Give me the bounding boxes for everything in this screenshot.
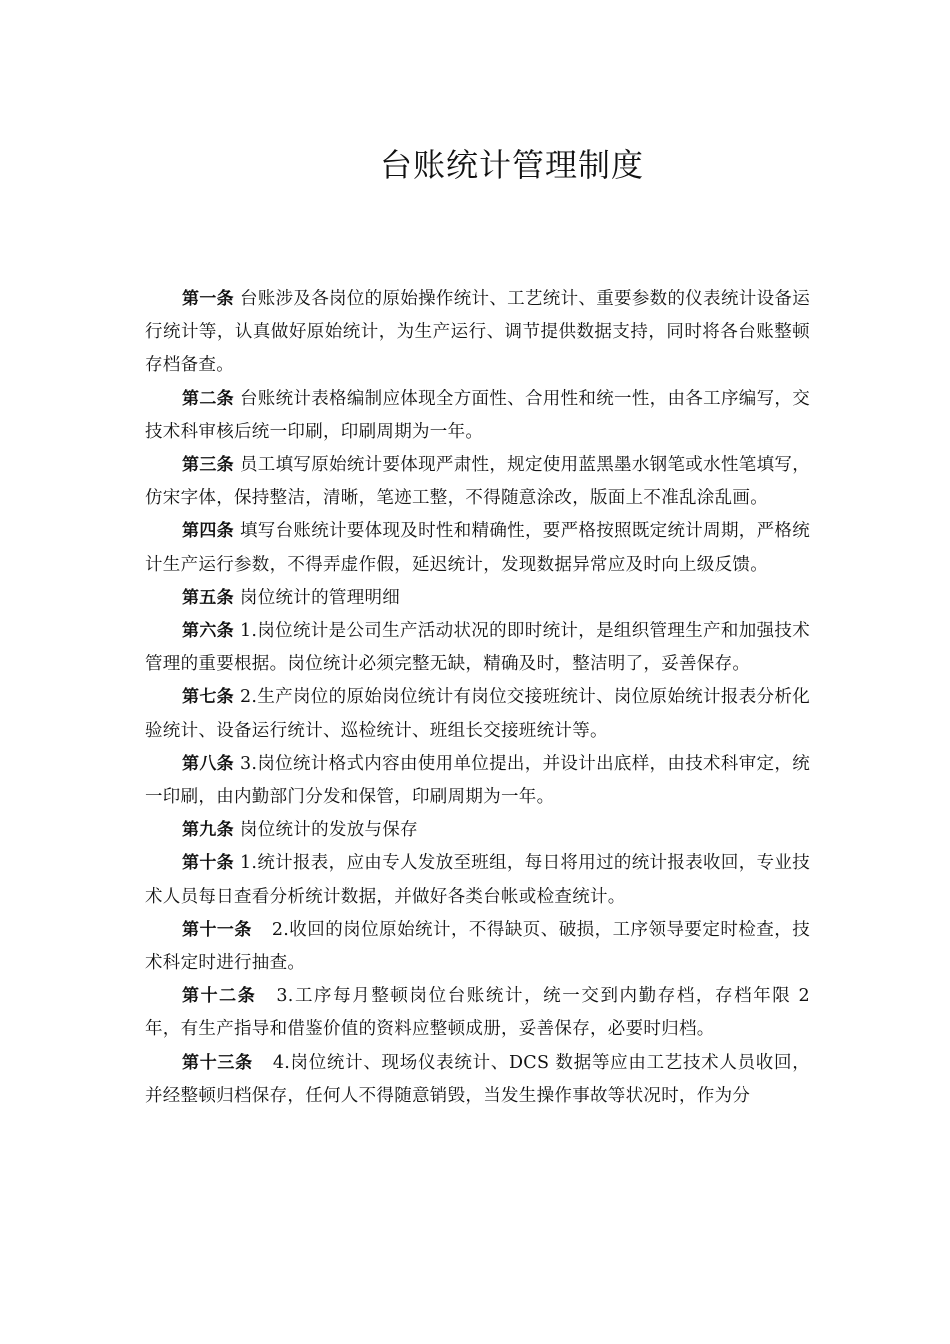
article-3: [145, 449, 810, 515]
article-text: 4.岗位统计、现场仪表统计、DCS 数据等应由工艺技术人员收回，并经整顿归档保存，任何人不得随意销毁，当发生操作事故等状况时，作为分: [145, 1052, 810, 1106]
article-1: [145, 283, 810, 383]
article-12: [145, 980, 810, 1046]
article-label: 第四条: [182, 521, 234, 542]
article-label: 第九条: [182, 820, 234, 841]
article-label: 第五条: [182, 587, 234, 608]
article-5: [145, 582, 810, 615]
article-text: 台账统计表格编制应体现全方面性、合用性和统一性，由各工序编写，交技术科审核后统一印刷，印刷周期为一年。: [145, 388, 810, 442]
article-text: 1.岗位统计是公司生产活动状况的即时统计，是组织管理生产和加强技术管理的重要根据。岗位统计必须完整无缺，精确及时，整洁明了，妥善保存。: [145, 621, 810, 675]
article-text: 1.统计报表，应由专人发放至班组，每日将用过的统计报表收回，专业技术人员每日查看分析统计数据，并做好各类台帐或检查统计。: [145, 853, 810, 907]
article-8: [145, 748, 810, 814]
article-text: 2.生产岗位的原始岗位统计有岗位交接班统计、岗位原始统计报表分析化验统计、设备运行统计、巡检统计、班组长交接班统计等。: [145, 687, 810, 741]
article-label: 第七条: [182, 687, 234, 708]
article-text: 岗位统计的发放与保存: [239, 820, 418, 841]
document-title: 台账统计管理制度: [379, 146, 644, 184]
article-2: [145, 383, 810, 449]
article-text: 填写台账统计要体现及时性和精确性，要严格按照既定统计周期，严格统计生产运行参数，不得弄虚作假，延迟统计，发现数据异常应及时向上级反馈。: [145, 521, 810, 575]
article-text: 岗位统计的管理明细: [239, 587, 401, 608]
article-label: 第八条: [182, 753, 234, 774]
article-11: [145, 914, 810, 980]
article-4: [145, 515, 810, 581]
article-label: 第十二条: [182, 986, 257, 1007]
document-body: [145, 283, 810, 1113]
article-label: 第十一条: [182, 919, 252, 940]
article-label: 第一条: [182, 289, 234, 309]
article-10: [145, 847, 810, 913]
article-text: 3.岗位统计格式内容由使用单位提出，并设计出底样，由技术科审定，统一印刷，由内勤部门分发和保管，印刷周期为一年。: [145, 753, 810, 808]
article-text: 台账涉及各岗位的原始操作统计、工艺统计、重要参数的仪表统计设备运行统计等，认真做好原始统计，为生产运行、调节提供数据支持，同时将各台账整顿存档备查。: [145, 289, 810, 376]
article-13: [145, 1047, 810, 1113]
article-label: 第三条: [182, 455, 234, 476]
article-7: [145, 681, 810, 747]
article-label: 第二条: [182, 388, 234, 409]
article-label: 第六条: [182, 621, 234, 642]
article-text: 员工填写原始统计要体现严肃性，规定使用蓝黑墨水钢笔或水性笔填写，仿宋字体，保持整洁，清晰，笔迹工整，不得随意涂改，版面上不准乱涂乱画。: [145, 455, 810, 509]
article-label: 第十三条: [182, 1052, 253, 1073]
article-text: 2.收回的岗位原始统计，不得缺页、破损，工序领导要定时检查，技术科定时进行抽查。: [145, 919, 810, 974]
article-9: [145, 814, 810, 847]
article-label: 第十条: [182, 853, 234, 874]
article-6: [145, 615, 810, 681]
article-text: 3.工序每月整顿岗位台账统计，统一交到内勤存档，存档年限 2 年，有生产指导和借鉴价值的资料应整顿成册，妥善保存，必要时归档。: [145, 986, 810, 1040]
